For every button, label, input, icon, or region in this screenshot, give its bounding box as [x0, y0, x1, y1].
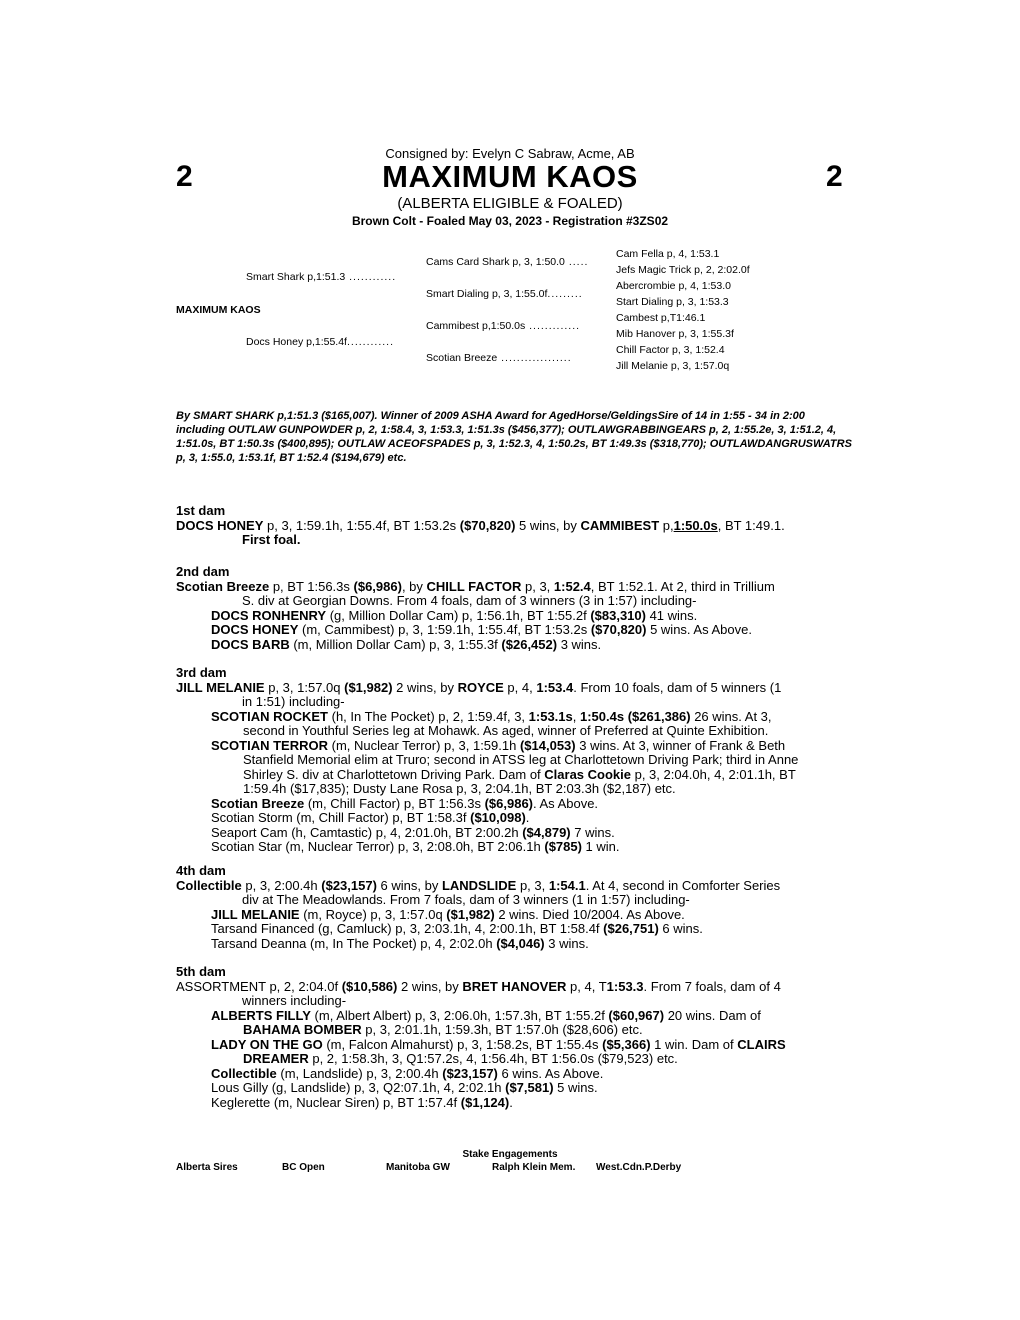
stake-engagements-title: Stake Engagements [462, 1149, 558, 1160]
pedigree-dam-dam: Scotian Breeze .................. [426, 352, 572, 364]
section-heading: 2nd dam [176, 564, 230, 579]
section-heading: 1st dam [176, 503, 226, 518]
pedigree-dam-sire: Cammibest p,1:50.0s ............. [426, 320, 581, 332]
pedigree-sire-sire: Cams Card Shark p, 3, 1:50.0 ..... [426, 256, 589, 268]
fourth-dam-section: 4th dam Collectible p, 3, 2:00.4h ($23,157) 6 wins, by LANDSLIDE p, 3, 1:54.1. At 4, second in Comforter Series div at The Meadowlands. From 7 foals, dam of 3 winners (1 in 1:57) including- JILL MELANIE (m, Royce) p, 3, 1:57.0q ($1,982) 2 wins. Died 10/2004. As Above. Tarsand Financed (g, Camluck) p, 3, 2:03.1h, 4, 2:00.1h, BT 1:58.4f ($26,751) 6 wins. Tarsand Deanna (m, In The Pocket) p, 4, 2:02.0h ($4,046) 3 wins. [176, 864, 856, 951]
stake-item: West.Cdn.P.Derby [596, 1162, 682, 1173]
stake-item: Alberta Sires [176, 1162, 238, 1173]
pedigree-sire-dam: Smart Dialing p, 3, 1:55.0f......... [426, 288, 583, 300]
first-dam-section: 1st dam DOCS HONEY p, 3, 1:59.1h, 1:55.4f, BT 1:53.2s ($70,820) 5 wins, by CAMMIBEST p,1:50.0s, BT 1:49.1. First foal. [176, 504, 856, 548]
horse-name-title: MAXIMUM KAOS [382, 159, 638, 194]
pedigree-gen3-5: Cambest p,T1:46.1 [616, 312, 706, 324]
pedigree-dam: Docs Honey p,1:55.4f............ [246, 336, 394, 348]
lot-number-right: 2 [826, 160, 843, 193]
eligibility-subtitle: (ALBERTA ELIGIBLE & FOALED) [397, 195, 623, 212]
pedigree-gen3-8: Jill Melanie p, 3, 1:57.0q [616, 360, 730, 372]
consignor: Consigned by: Evelyn C Sabraw, Acme, AB [385, 146, 635, 161]
third-dam-section: 3rd dam JILL MELANIE p, 3, 1:57.0q ($1,982) 2 wins, by ROYCE p, 4, 1:53.4. From 10 foals, dam of 5 winners (1 in 1:51) including- SCOTIAN ROCKET (h, In The Pocket) p, 2, 1:59.4f, 3, 1:53.1s, 1:50.4s ($261,386) 26 wins. At 3, second in Youthful Series leg at Mohawk. As aged, winner of Preferred at Quinte Exhibition. SCOTIAN TERROR (m, Nuclear Terror) p, 3, 1:59.1h ($14,053) 3 wins. At 3, winner of Frank & Beth Stanfield Memorial elim at Truro; second in ATSS leg at Charlottetown Driving Park; third in Anne Shirley S. div at Charlottetown Driving Park. Dam of Claras Cookie p, 3, 2:04.0h, 4, 2:01.1h, BT 1:59.4h ($17,835); Dusty Lane Rosa p, 3, 2:04.1h, BT 2:03.3h ($2,187) etc. Scotian Breeze (m, Chill Factor) p, BT 1:56.3s ($6,986). As Above. Scotian Storm (m, Chill Factor) p, BT 1:58.3f ($10,098). Seaport Cam (h, Camtastic) p, 4, 2:01.0h, BT 2:00.2h ($4,879) 7 wins. Scotian Star (m, Nuclear Terror) p, 3, 2:08.0h, BT 2:06.1h ($785) 1 win. [176, 666, 856, 855]
stake-item: BC Open [282, 1162, 325, 1173]
section-heading: 5th dam [176, 964, 226, 979]
second-dam-section: 2nd dam Scotian Breeze p, BT 1:56.3s ($6,986), by CHILL FACTOR p, 3, 1:52.4, BT 1:52.1. At 2, third in Trillium S. div at Georgian Downs. From 4 foals, dam of 3 winners (3 in 1:57) including- DOCS RONHENRY (g, Million Dollar Cam) p, 1:56.1h, BT 1:55.2f ($83,310) 41 wins. DOCS HONEY (m, Cammibest) p, 3, 1:59.1h, 1:55.4f, BT 1:53.2s ($70,820) 5 wins. As Above. DOCS BARB (m, Million Dollar Cam) p, 3, 1:55.3f ($26,452) 3 wins. [176, 565, 856, 652]
lot-number-left: 2 [176, 160, 193, 193]
section-heading: 4th dam [176, 863, 226, 878]
pedigree-gen3-7: Chill Factor p, 3, 1:52.4 [616, 344, 725, 356]
fifth-dam-section: 5th dam ASSORTMENT p, 2, 2:04.0f ($10,586) 2 wins, by BRET HANOVER p, 4, T1:53.3. From 7 foals, dam of 4 winners including- ALBERTS FILLY (m, Albert Albert) p, 3, 2:06.0h, 1:57.3h, BT 1:55.2f ($60,967) 20 wins. Dam of BAHAMA BOMBER p, 3, 2:01.1h, 1:59.3h, BT 1:57.0h ($28,606) etc. LADY ON THE GO (m, Falcon Almahurst) p, 3, 1:58.2s, BT 1:55.4s ($5,366) 1 win. Dam of CLAIRS DREAMER p, 2, 1:58.3h, 3, Q1:57.2s, 4, 1:56.4h, BT 1:56.0s ($79,523) etc. Collectible (m, Landslide) p, 3, 2:00.4h ($23,157) 6 wins. As Above. Lous Gilly (g, Landslide) p, 3, Q2:07.1h, 4, 2:02.1h ($7,581) 5 wins. Keglerette (m, Nuclear Siren) p, BT 1:57.4f ($1,124). [176, 965, 856, 1110]
pedigree-gen3-3: Abercrombie p, 4, 1:53.0 [616, 280, 731, 292]
pedigree-gen3-1: Cam Fella p, 4, 1:53.1 [616, 248, 720, 260]
horse-description: Brown Colt - Foaled May 03, 2023 - Registration #3ZS02 [351, 214, 669, 228]
sire-summary: By SMART SHARK p,1:51.3 ($165,007). Winner of 2009 ASHA Award for AgedHorse/GeldingsSire of 14 in 1:55 - 34 in 2:00 including OUTLAW GUNPOWDER p, 2, 1:58.4, 3, 1:53.3, 1:51.3s ($456,377); OUTLAWGRABBINGEARS p, 2, 1:55.2e, 3, 1:51.2, 4, 1:51.0s, BT 1:50.3s ($400,895); OUTLAW ACEOFSPADES p, 3, 1:52.3, 4, 1:50.2s, BT 1:49.3s ($318,770); OUTLAWDANGRUSWATRS p, 3, 1:55.0, 1:53.1f, BT 1:52.4 ($194,679) etc. [176, 410, 852, 464]
stake-item: Manitoba GW [386, 1162, 450, 1173]
pedigree-gen3-4: Start Dialing p, 3, 1:53.3 [616, 296, 729, 308]
pedigree-gen3-6: Mib Hanover p, 3, 1:55.3f [616, 328, 734, 340]
section-heading: 3rd dam [176, 665, 227, 680]
pedigree-gen3-2: Jefs Magic Trick p, 2, 2:02.0f [616, 264, 750, 276]
pedigree-horse: MAXIMUM KAOS [176, 304, 261, 316]
pedigree-sire: Smart Shark p,1:51.3 ............ [246, 271, 397, 283]
stake-item: Ralph Klein Mem. [492, 1162, 576, 1173]
